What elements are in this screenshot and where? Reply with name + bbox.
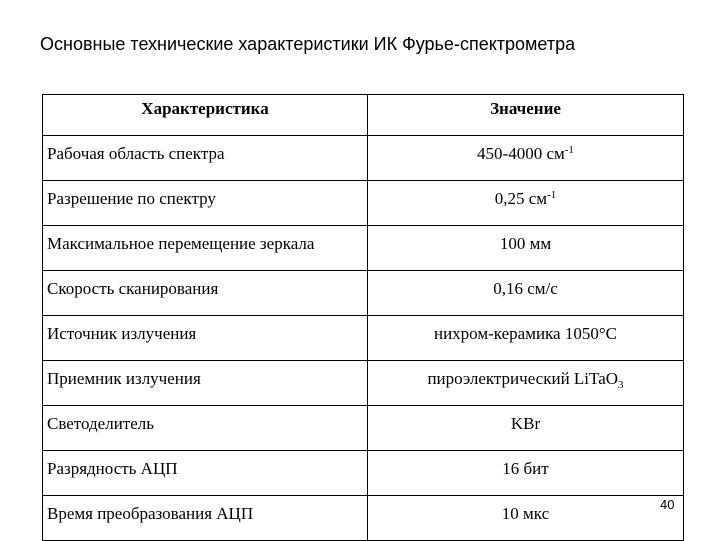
value-superscript: -1 [547,189,557,201]
value-text: 450-4000 см [477,144,565,163]
value-superscript: -1 [564,144,574,156]
row-name: Источник излучения [43,316,368,361]
table-header-row [43,95,684,136]
table-row [43,316,684,361]
table-row [43,406,684,451]
row-value [368,181,684,226]
row-value: 0,16 см/с [368,271,684,316]
table-row [43,496,684,541]
row-value: 100 мм [368,226,684,271]
value-subscript: 3 [618,379,624,391]
row-value [368,136,684,181]
row-value: 10 мкс [368,496,684,541]
row-name: Максимальное перемещение зеркала [43,226,368,271]
table-row [43,361,684,406]
slide-title: Основные технические характеристики ИК Фурье-спектрометра [40,34,576,54]
table-row [43,181,684,226]
row-name: Разрешение по спектру [43,181,368,226]
row-name: Скорость сканирования [43,271,368,316]
row-name: Разрядность АЦП [43,451,368,496]
value-text: 0,25 см [494,189,548,208]
row-value: 16 бит [368,451,684,496]
value-text: пироэлектрический LiTaO [427,369,619,388]
table-row [43,226,684,271]
table-row [43,136,684,181]
row-name: Приемник излучения [43,361,368,406]
table-row [43,451,684,496]
row-value [368,361,684,406]
specifications-table [42,94,684,541]
row-name: Рабочая область спектра [43,136,368,181]
table-row [43,271,684,316]
row-value: KBr [368,406,684,451]
row-value: нихром-керамика 1050°С [368,316,684,361]
header-value: Значение [368,95,684,136]
row-name: Время преобразования АЦП [43,496,368,541]
header-characteristic: Характеристика [43,95,368,136]
page-number: 40 [660,497,675,512]
row-name: Светоделитель [43,406,368,451]
